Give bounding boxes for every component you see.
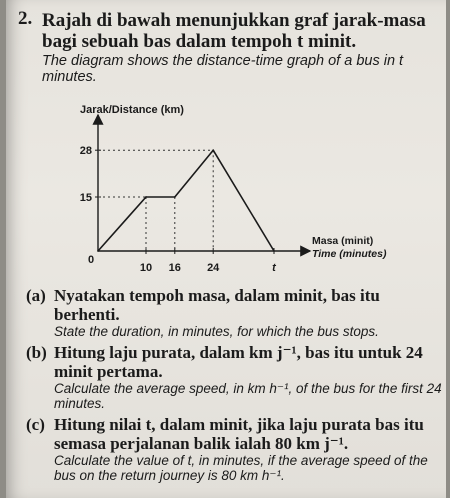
part-text-english: Calculate the average speed, in km h⁻¹, of the bus for the first 24 minutes.	[54, 381, 442, 411]
x-tick-label: 16	[168, 262, 181, 274]
y-axis-label: Jarak/Distance (km)	[80, 105, 184, 116]
y-tick-label: 15	[79, 192, 92, 204]
distance-time-graph	[62, 105, 402, 280]
origin-label: 0	[88, 254, 95, 266]
y-tick-label: 28	[79, 145, 92, 158]
graph-svg	[62, 105, 402, 280]
part-label: (c)	[26, 415, 45, 434]
part-text-malay: Hitung nilai t, dalam minit, jika laju purata bas itu semasa perjalanan balik ialah 80 km j⁻¹.	[54, 415, 424, 453]
graph-point	[174, 196, 176, 198]
question-number: 2.	[18, 8, 33, 29]
graph-point	[212, 149, 214, 151]
graph-point	[273, 250, 275, 252]
part-text-malay: Nyatakan tempoh masa, dalam minit, bas itu berhenti.	[54, 286, 380, 324]
stem-english: The diagram shows the distance-time graph of a bus in t minutes.	[42, 53, 404, 85]
x-tick-label: t	[272, 262, 276, 274]
question-stem	[42, 10, 440, 85]
distance-time-line	[98, 150, 274, 251]
graph-point	[97, 250, 99, 252]
part-text-english: State the duration, in minutes, for which the bus stops.	[54, 324, 379, 339]
part-b	[26, 343, 444, 411]
stem-malay: Rajah di bawah menunjukkan graf jarak-masa bagi sebuah bas dalam tempoh t minit.	[42, 10, 426, 52]
x-tick-label: 24	[207, 262, 220, 274]
part-c	[26, 415, 444, 483]
graph-point	[145, 196, 147, 198]
worksheet-page	[6, 0, 446, 498]
x-tick-label: 10	[139, 262, 153, 274]
part-a	[26, 286, 444, 339]
part-label: (b)	[26, 343, 47, 362]
part-text-malay: Hitung laju purata, dalam km j⁻¹, bas itu untuk 24 minit pertama.	[54, 343, 423, 381]
part-label: (a)	[26, 286, 46, 305]
question-parts	[26, 286, 444, 487]
x-axis-label-malay: Masa (minit)	[312, 235, 374, 247]
part-text-english: Calculate the value of t, in minutes, if the average speed of the bus on the return journey is 80 km h⁻¹.	[54, 453, 428, 483]
x-axis-label-english: Time (minutes)	[312, 248, 387, 260]
